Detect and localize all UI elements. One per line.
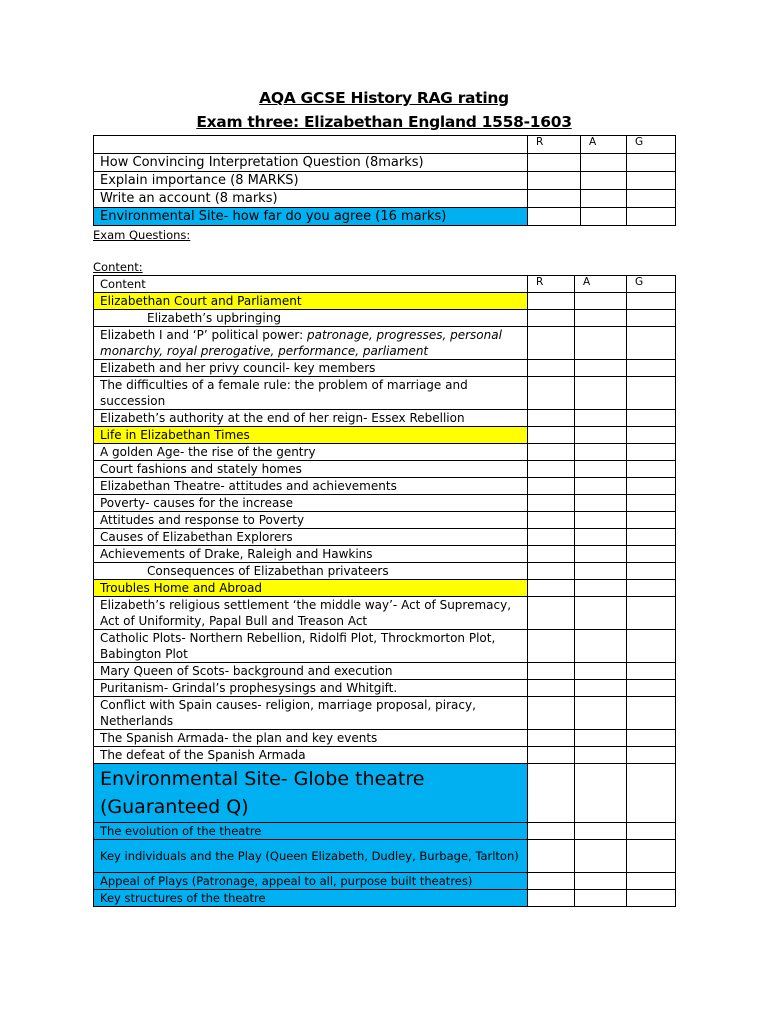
content-topic-label: Elizabeth I and ‘P’ political power: — [100, 328, 304, 342]
rag-cell-g[interactable] — [627, 697, 676, 730]
content-topic-label: The evolution of the theatre — [100, 824, 262, 838]
content-topic-text — [94, 546, 528, 563]
content-row — [94, 293, 676, 310]
content-row — [94, 823, 676, 840]
rag-cell-g[interactable] — [627, 580, 676, 597]
exam-question-row — [94, 154, 676, 172]
content-topic-text — [94, 730, 528, 747]
rag-cell-g[interactable] — [627, 310, 676, 327]
content-topic-text — [94, 478, 528, 495]
content-row — [94, 495, 676, 512]
rag-cell-r[interactable] — [528, 512, 575, 529]
content-topic-text — [94, 563, 528, 580]
rag-cell-a[interactable] — [575, 427, 627, 444]
content-topic-label: Attitudes and response to Poverty — [100, 513, 305, 527]
rag-cell-g[interactable] — [627, 444, 676, 461]
content-topic-text — [94, 680, 528, 697]
content-topic-label: Troubles Home and Abroad — [100, 581, 263, 595]
rag-cell-r[interactable] — [528, 730, 575, 747]
rag-cell-a[interactable] — [575, 512, 627, 529]
rag-cell-g[interactable] — [627, 630, 676, 663]
rag-cell-g[interactable] — [627, 680, 676, 697]
content-row — [94, 444, 676, 461]
rag-cell-r[interactable] — [528, 154, 581, 172]
content-topic-text — [94, 597, 528, 630]
content-topic-label: Causes of Elizabethan Explorers — [100, 530, 293, 544]
exam-question-text: Explain importance (8 MARKS) — [94, 172, 528, 190]
rag-cell-a[interactable] — [575, 377, 627, 410]
rag-cell-r[interactable] — [528, 172, 581, 190]
content-row — [94, 663, 676, 680]
content-table — [93, 275, 676, 907]
rag-cell-a[interactable] — [575, 663, 627, 680]
content-topic-text — [94, 823, 528, 840]
rag-cell-g[interactable] — [627, 190, 676, 208]
rag-cell-r[interactable] — [528, 360, 575, 377]
rag-cell-a[interactable] — [575, 597, 627, 630]
content-topic-label: Elizabethan Court and Parliament — [100, 294, 302, 308]
rag-cell-r[interactable] — [528, 427, 575, 444]
rag-cell-r[interactable] — [528, 680, 575, 697]
rag-cell-a[interactable] — [575, 890, 627, 907]
rag-cell-a[interactable] — [575, 823, 627, 840]
rag-cell-r[interactable] — [528, 310, 575, 327]
content-topic-label: Environmental Site- Globe theatre (Guaranteed Q) — [100, 768, 425, 818]
content-row — [94, 563, 676, 580]
rag-header-a: A — [581, 136, 627, 154]
rag-cell-r[interactable] — [528, 377, 575, 410]
rag-cell-r[interactable] — [528, 190, 581, 208]
content-topic-label: Appeal of Plays (Patronage, appeal to all, purpose built theatres) — [100, 874, 473, 888]
content-topic-label: Elizabeth and her privy council- key members — [100, 361, 376, 375]
rag-cell-r[interactable] — [528, 873, 575, 890]
content-topic-label: The difficulties of a female rule: the problem of marriage and succession — [100, 378, 468, 408]
rag-header-g: G — [627, 276, 676, 293]
content-row — [94, 697, 676, 730]
content-topic-label: Catholic Plots- Northern Rebellion, Ridolfi Plot, Throckmorton Plot, Babington Plot — [100, 631, 496, 661]
content-topic-text — [94, 427, 528, 444]
exam-table-header-row — [94, 136, 676, 154]
rag-cell-g[interactable] — [627, 730, 676, 747]
exam-question-text: Write an account (8 marks) — [94, 190, 528, 208]
content-topic-italic: patronage, progresses, personal monarchy, royal prerogative, performance, parliament — [100, 328, 502, 358]
content-row — [94, 764, 676, 823]
exam-questions-label: Exam Questions: — [93, 228, 191, 242]
exam-table-header-blank — [94, 136, 528, 154]
rag-cell-g[interactable] — [627, 410, 676, 427]
rag-cell-g[interactable] — [627, 840, 676, 873]
rag-cell-r[interactable] — [528, 890, 575, 907]
rag-cell-g[interactable] — [627, 208, 676, 226]
content-topic-text — [94, 580, 528, 597]
rag-cell-r[interactable] — [528, 840, 575, 873]
content-topic-text — [94, 873, 528, 890]
content-topic-label: Key individuals and the Play (Queen Elizabeth, Dudley, Burbage, Tarlton) — [100, 849, 519, 863]
content-row — [94, 360, 676, 377]
exam-questions-table — [93, 135, 676, 226]
content-row — [94, 512, 676, 529]
document-subtitle: Exam three: Elizabethan England 1558-1603 — [196, 113, 572, 131]
content-topic-text — [94, 529, 528, 546]
rag-cell-a[interactable] — [581, 172, 627, 190]
content-topic-text — [94, 410, 528, 427]
exam-question-text: How Convincing Interpretation Question (8marks) — [94, 154, 528, 172]
content-topic-label: Elizabeth’s religious settlement ‘the middle way’- Act of Supremacy, Act of Uniformity, Papal Bull and Treason Act — [100, 598, 512, 628]
rag-cell-r[interactable] — [528, 563, 575, 580]
rag-cell-r[interactable] — [528, 597, 575, 630]
content-topic-label: The defeat of the Spanish Armada — [100, 748, 306, 762]
content-row — [94, 529, 676, 546]
rag-header-g: G — [627, 136, 676, 154]
rag-cell-a[interactable] — [575, 293, 627, 310]
rag-cell-r[interactable] — [528, 546, 575, 563]
content-topic-text — [94, 764, 528, 823]
rag-cell-a[interactable] — [575, 461, 627, 478]
rag-cell-a[interactable] — [575, 697, 627, 730]
rag-cell-g[interactable] — [627, 747, 676, 764]
content-row — [94, 630, 676, 663]
rag-cell-g[interactable] — [627, 529, 676, 546]
rag-cell-g[interactable] — [627, 663, 676, 680]
rag-cell-a[interactable] — [575, 546, 627, 563]
document-title: AQA GCSE History RAG rating — [259, 89, 509, 107]
content-row — [94, 327, 676, 360]
rag-cell-a[interactable] — [575, 764, 627, 823]
rag-cell-a[interactable] — [575, 529, 627, 546]
content-topic-label: Achievements of Drake, Raleigh and Hawkins — [100, 547, 373, 561]
content-topic-label: Life in Elizabethan Times — [100, 428, 250, 442]
content-row — [94, 427, 676, 444]
rag-cell-g[interactable] — [627, 172, 676, 190]
rag-cell-g[interactable] — [627, 154, 676, 172]
content-topic-label: Puritanism- Grindal’s prophesysings and Whitgift. — [100, 681, 398, 695]
content-topic-text — [94, 697, 528, 730]
content-row — [94, 597, 676, 630]
content-topic-label: Key structures of the theatre — [100, 891, 266, 905]
content-topic-label: A golden Age- the rise of the gentry — [100, 445, 316, 459]
rag-header-a: A — [575, 276, 627, 293]
rag-cell-r[interactable] — [528, 444, 575, 461]
exam-question-text: Environmental Site- how far do you agree (16 marks) — [94, 208, 528, 226]
content-topic-text — [94, 840, 528, 873]
rag-cell-a[interactable] — [575, 730, 627, 747]
content-topic-label: Conflict with Spain causes- religion, marriage proposal, piracy, Netherlands — [100, 698, 476, 728]
content-row — [94, 310, 676, 327]
content-topic-label: Poverty- causes for the increase — [100, 496, 293, 510]
content-topic-label: The Spanish Armada- the plan and key events — [100, 731, 378, 745]
rag-cell-r[interactable] — [528, 663, 575, 680]
content-topic-text — [94, 747, 528, 764]
rag-cell-g[interactable] — [627, 873, 676, 890]
rag-cell-a[interactable] — [575, 310, 627, 327]
rag-cell-r[interactable] — [528, 327, 575, 360]
rag-cell-g[interactable] — [627, 823, 676, 840]
rag-cell-a[interactable] — [575, 630, 627, 663]
content-table-header-row — [94, 276, 676, 293]
rag-cell-a[interactable] — [575, 747, 627, 764]
content-topic-text — [94, 293, 528, 310]
rag-cell-r[interactable] — [528, 410, 575, 427]
content-topic-text — [94, 360, 528, 377]
content-row — [94, 580, 676, 597]
content-row — [94, 873, 676, 890]
rag-cell-a[interactable] — [575, 873, 627, 890]
rag-cell-r[interactable] — [528, 697, 575, 730]
content-header: Content — [94, 276, 528, 293]
rag-cell-r[interactable] — [528, 293, 575, 310]
content-topic-text — [94, 377, 528, 410]
content-label: Content: — [93, 260, 143, 274]
rag-cell-r[interactable] — [528, 580, 575, 597]
rag-cell-a[interactable] — [575, 840, 627, 873]
rag-cell-r[interactable] — [528, 764, 575, 823]
content-topic-text — [94, 327, 528, 360]
rag-cell-g[interactable] — [627, 495, 676, 512]
rag-cell-g[interactable] — [627, 293, 676, 310]
rag-cell-g[interactable] — [627, 327, 676, 360]
rag-cell-r[interactable] — [528, 461, 575, 478]
rag-cell-a[interactable] — [575, 680, 627, 697]
content-topic-text — [94, 444, 528, 461]
content-topic-text — [94, 310, 528, 327]
rag-cell-a[interactable] — [575, 360, 627, 377]
exam-question-row — [94, 190, 676, 208]
rag-cell-r[interactable] — [528, 529, 575, 546]
exam-question-row — [94, 208, 676, 226]
rag-cell-a[interactable] — [575, 410, 627, 427]
rag-cell-g[interactable] — [627, 360, 676, 377]
rag-header-r: R — [528, 136, 581, 154]
rag-cell-r[interactable] — [528, 478, 575, 495]
content-row — [94, 461, 676, 478]
content-topic-label: Elizabeth’s upbringing — [147, 311, 281, 325]
rag-cell-g[interactable] — [627, 377, 676, 410]
content-row — [94, 890, 676, 907]
content-row — [94, 840, 676, 873]
rag-cell-a[interactable] — [575, 444, 627, 461]
exam-question-row — [94, 172, 676, 190]
rag-cell-g[interactable] — [627, 427, 676, 444]
content-topic-label: Elizabeth’s authority at the end of her reign- Essex Rebellion — [100, 411, 465, 425]
rag-cell-a[interactable] — [581, 154, 627, 172]
content-row — [94, 680, 676, 697]
rag-cell-g[interactable] — [627, 563, 676, 580]
content-topic-label: Mary Queen of Scots- background and execution — [100, 664, 393, 678]
content-row — [94, 377, 676, 410]
rag-cell-a[interactable] — [581, 208, 627, 226]
rag-cell-a[interactable] — [581, 190, 627, 208]
content-topic-text — [94, 461, 528, 478]
content-topic-label: Elizabethan Theatre- attitudes and achievements — [100, 479, 397, 493]
content-topic-text — [94, 663, 528, 680]
rag-cell-a[interactable] — [575, 580, 627, 597]
rag-cell-a[interactable] — [575, 495, 627, 512]
rag-header-r: R — [528, 276, 575, 293]
rag-cell-g[interactable] — [627, 764, 676, 823]
rag-cell-r[interactable] — [528, 495, 575, 512]
content-topic-text — [94, 890, 528, 907]
content-topic-text — [94, 512, 528, 529]
rag-cell-r[interactable] — [528, 823, 575, 840]
rag-cell-g[interactable] — [627, 890, 676, 907]
content-row — [94, 546, 676, 563]
rag-cell-r[interactable] — [528, 747, 575, 764]
rag-cell-a[interactable] — [575, 563, 627, 580]
content-row — [94, 730, 676, 747]
content-row — [94, 410, 676, 427]
content-topic-label: Court fashions and stately homes — [100, 462, 302, 476]
rag-cell-g[interactable] — [627, 461, 676, 478]
content-topic-label: Consequences of Elizabethan privateers — [147, 564, 389, 578]
rag-cell-r[interactable] — [528, 630, 575, 663]
rag-cell-r[interactable] — [528, 208, 581, 226]
content-topic-text — [94, 495, 528, 512]
rag-cell-a[interactable] — [575, 478, 627, 495]
content-row — [94, 747, 676, 764]
rag-cell-g[interactable] — [627, 597, 676, 630]
rag-cell-a[interactable] — [575, 327, 627, 360]
content-row — [94, 478, 676, 495]
rag-cell-g[interactable] — [627, 546, 676, 563]
rag-cell-g[interactable] — [627, 512, 676, 529]
content-topic-text — [94, 630, 528, 663]
rag-cell-g[interactable] — [627, 478, 676, 495]
